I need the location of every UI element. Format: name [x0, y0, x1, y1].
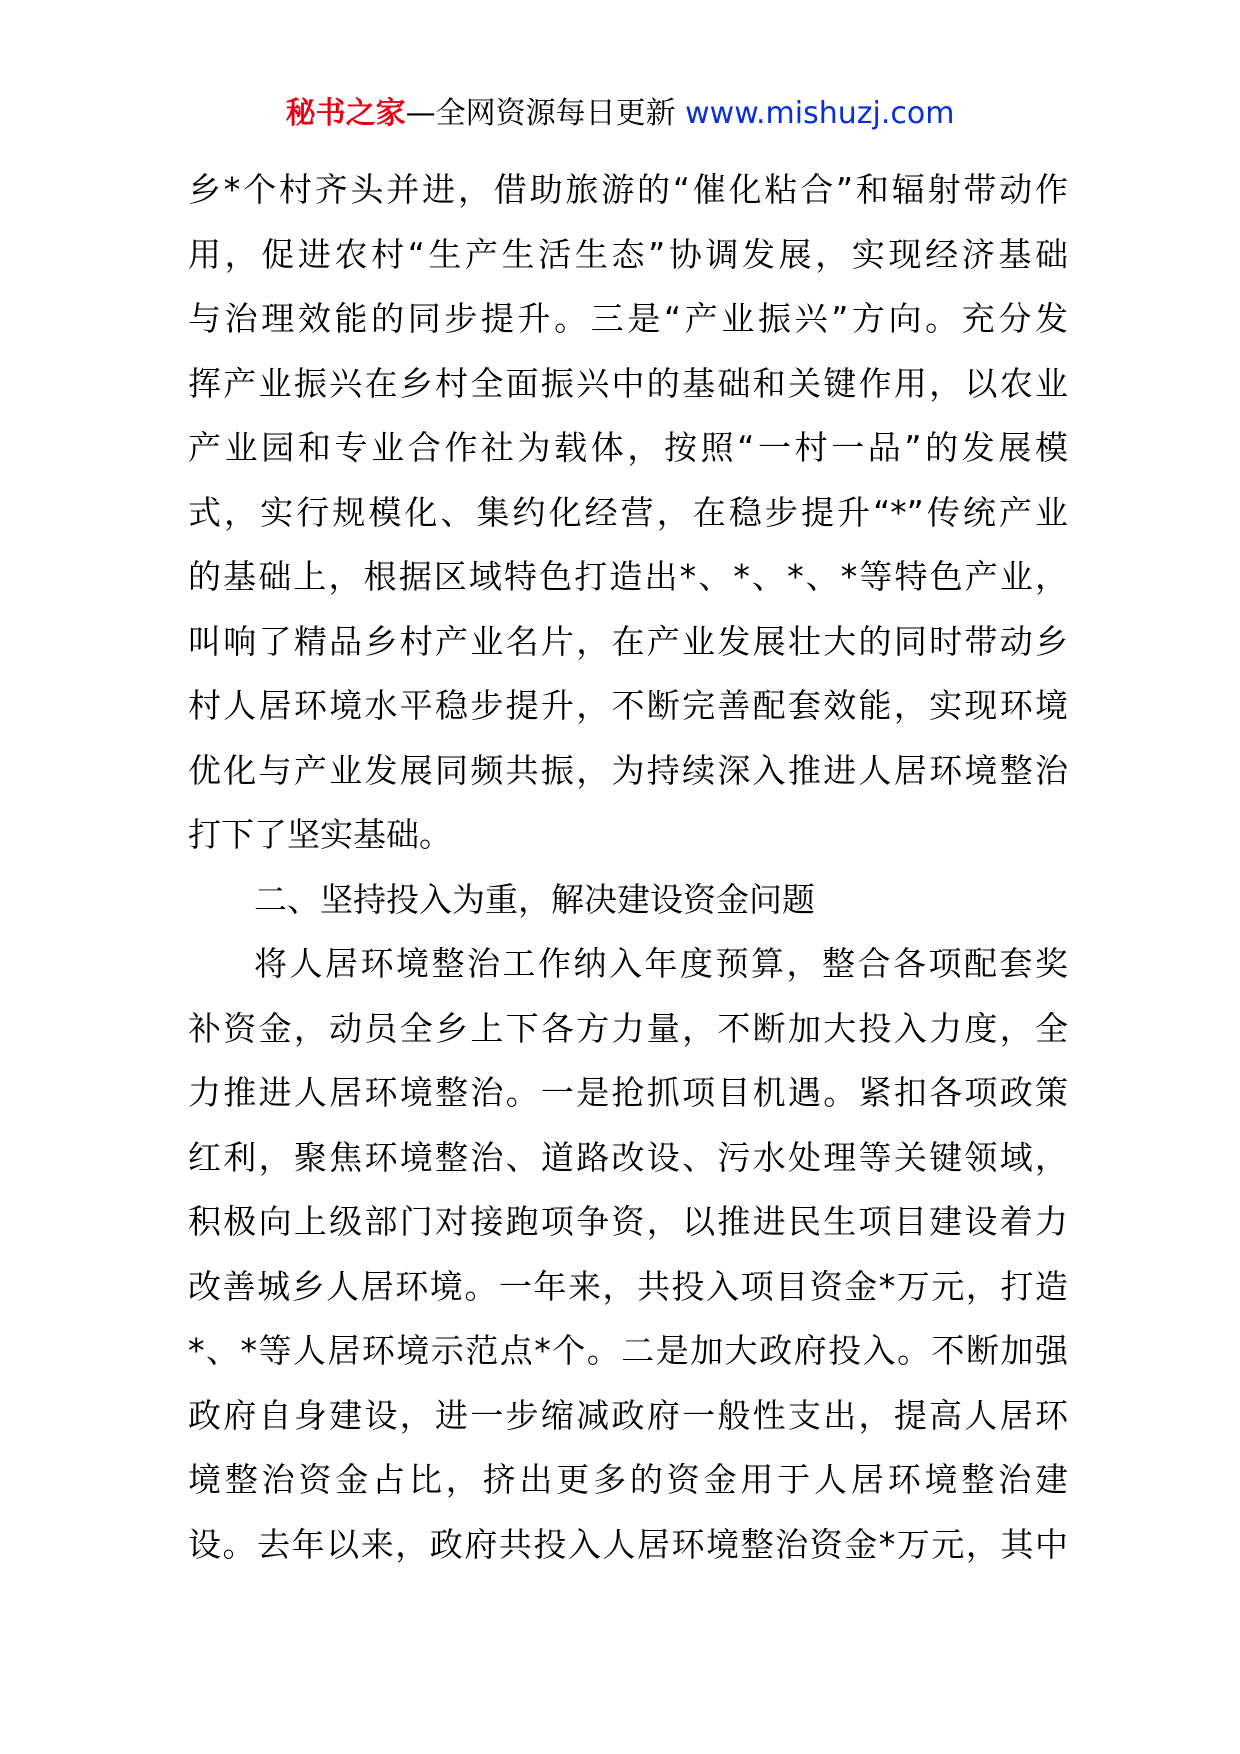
- text-line: *、*等人居环境示范点*个。二是加大政府投入。不断加强: [188, 1331, 1068, 1370]
- text-line: 补资金，动员全乡上下各方力量，不断加大投入力度，全: [188, 1008, 1068, 1048]
- text-line: 叫响了精品乡村产业名片，在产业发展壮大的同时带动乡: [188, 621, 1068, 661]
- text-line: 的基础上，根据区域特色打造出*、*、*、*等特色产业，: [188, 557, 1068, 596]
- header-tagline: —全网资源每日更新: [405, 96, 676, 131]
- text-line: 改善城乡人居环境。一年来，共投入项目资金*万元，打造: [188, 1266, 1068, 1306]
- text-line: 积极向上级部门对接跑项争资，以推进民生项目建设着力: [188, 1202, 1068, 1241]
- text-line: 与治理效能的同步提升。三是“产业振兴”方向。充分发: [188, 299, 1068, 338]
- document-body: [188, 158, 1068, 1577]
- text-line: 优化与产业发展同频共振，为持续深入推进人居环境整治: [188, 750, 1068, 790]
- text-line: 乡*个村齐头并进，借助旅游的“催化粘合”和辐射带动作: [188, 170, 1068, 209]
- brand-name: 秘书之家: [285, 96, 406, 131]
- text-line: 设。去年以来，政府共投入人居环境整治资金*万元，其中: [188, 1524, 1068, 1564]
- text-line: 将人居环境整治工作纳入年度预算，整合各项配套奖: [254, 944, 1068, 983]
- text-line: 用，促进农村“生产生活生态”协调发展，实现经济基础: [188, 234, 1068, 274]
- section-heading: 二、坚持投入为重，解决建设资金问题: [254, 879, 815, 919]
- text-line: 打下了坚实基础。: [188, 815, 452, 854]
- text-line: 境整治资金占比，挤出更多的资金用于人居环境整治建: [188, 1460, 1068, 1499]
- text-line: 式，实行规模化、集约化经营，在稳步提升“*”传统产业: [188, 492, 1068, 532]
- text-line: 政府自身建设，进一步缩减政府一般性支出，提高人居环: [188, 1395, 1068, 1435]
- text-line: 挥产业振兴在乡村全面振兴中的基础和关键作用，以农业: [188, 363, 1068, 403]
- text-line: 力推进人居环境整治。一是抢抓项目机遇。紧扣各项政策: [188, 1073, 1068, 1112]
- text-line: 产业园和专业合作社为载体，按照“一村一品”的发展模: [188, 428, 1068, 467]
- text-line: 村人居环境水平稳步提升，不断完善配套效能，实现环境: [188, 686, 1068, 725]
- text-line: 红利，聚焦环境整治、道路改设、污水处理等关键领域，: [188, 1137, 1068, 1177]
- site-url-link[interactable]: www.mishuzj.com: [685, 96, 955, 131]
- page-header: [0, 94, 1240, 134]
